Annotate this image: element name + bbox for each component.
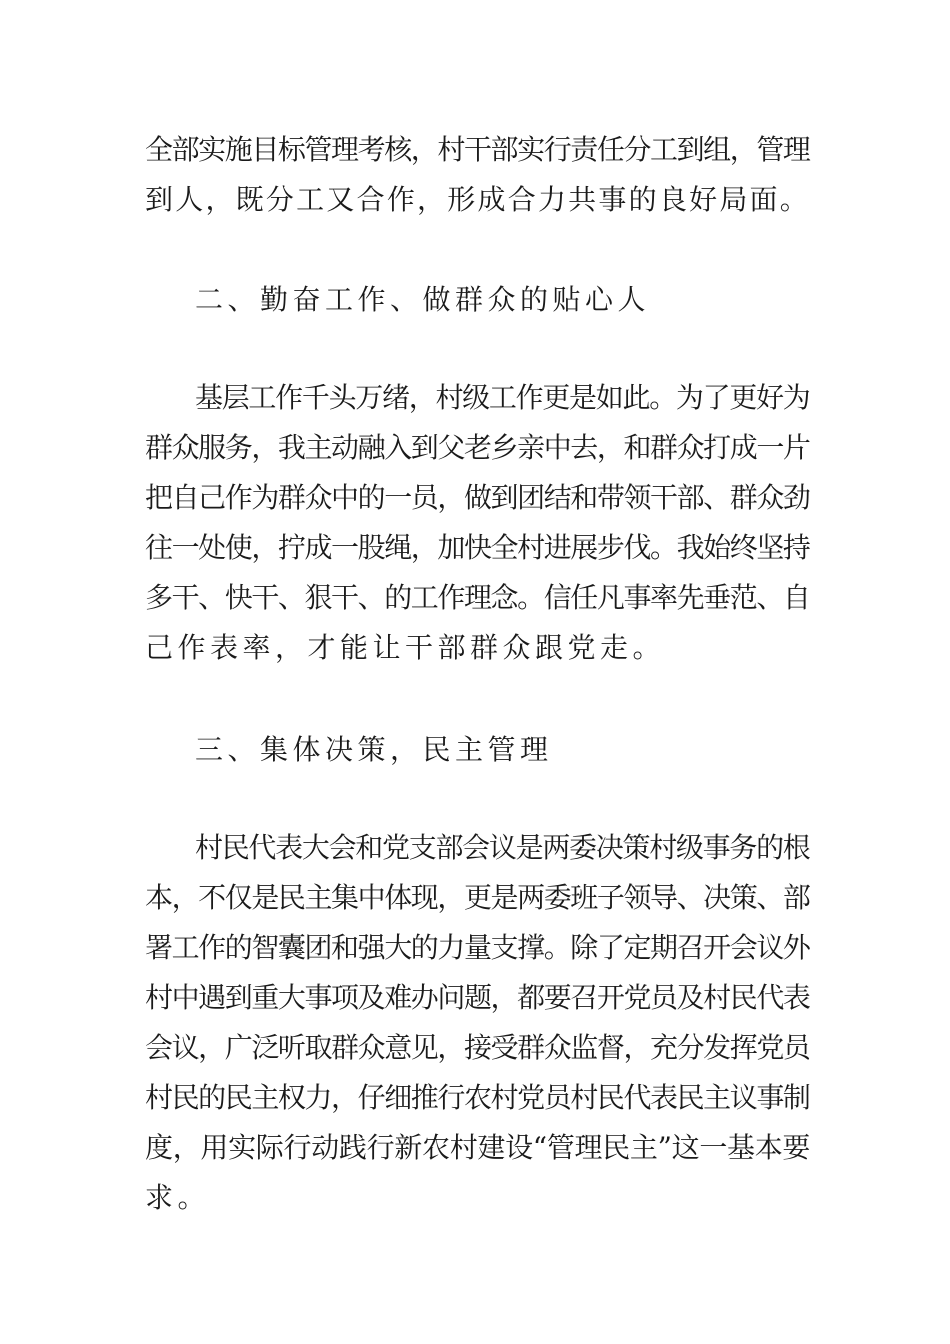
paragraph-2-line: 基层工作千头万绪，村级工作更是如此。为了更好为	[195, 381, 810, 414]
paragraph-3-line: 求。	[145, 1181, 211, 1214]
paragraph-2-line: 把自己作为群众中的一员，做到团结和带领干部、群众劲	[145, 481, 810, 514]
paragraph-2-line: 群众服务，我主动融入到父老乡亲中去，和群众打成一片	[145, 431, 810, 464]
paragraph-3-line: 署工作的智囊团和强大的力量支撑。除了定期召开会议外	[145, 931, 810, 964]
paragraph-3-line: 度，用实际行动践行新农村建设“管理民主”这一基本要	[145, 1131, 811, 1164]
paragraph-3-line: 会议，广泛听取群众意见，接受群众监督，充分发挥党员	[145, 1031, 810, 1064]
section-heading-3: 三、集体决策，民主管理	[195, 733, 553, 766]
paragraph-1-line: 全部实施目标管理考核，村干部实行责任分工到组，管理	[145, 133, 810, 166]
paragraph-3-line: 本，不仅是民主集中体现，更是两委班子领导、决策、部	[145, 881, 810, 914]
paragraph-3-line: 村民的民主权力，仔细推行农村党员村民代表民主议事制	[145, 1081, 810, 1114]
paragraph-2-line: 往一处使，拧成一股绳，加快全村进展步伐。我始终坚持	[145, 531, 810, 564]
paragraph-1-line: 到人，既分工又合作，形成合力共事的良好局面。	[145, 183, 811, 216]
paragraph-3-line: 村中遇到重大事项及难办问题，都要召开党员及村民代表	[145, 981, 810, 1014]
paragraph-2-line: 多干、快干、狠干、的工作理念。信任凡事率先垂范、自	[145, 581, 810, 614]
paragraph-3-line: 村民代表大会和党支部会议是两委决策村级事务的根	[195, 831, 810, 864]
section-heading-2: 二、勤奋工作、做群众的贴心人	[195, 283, 651, 316]
paragraph-2-line: 己作表率，才能让干部群众跟党走。	[145, 631, 666, 664]
